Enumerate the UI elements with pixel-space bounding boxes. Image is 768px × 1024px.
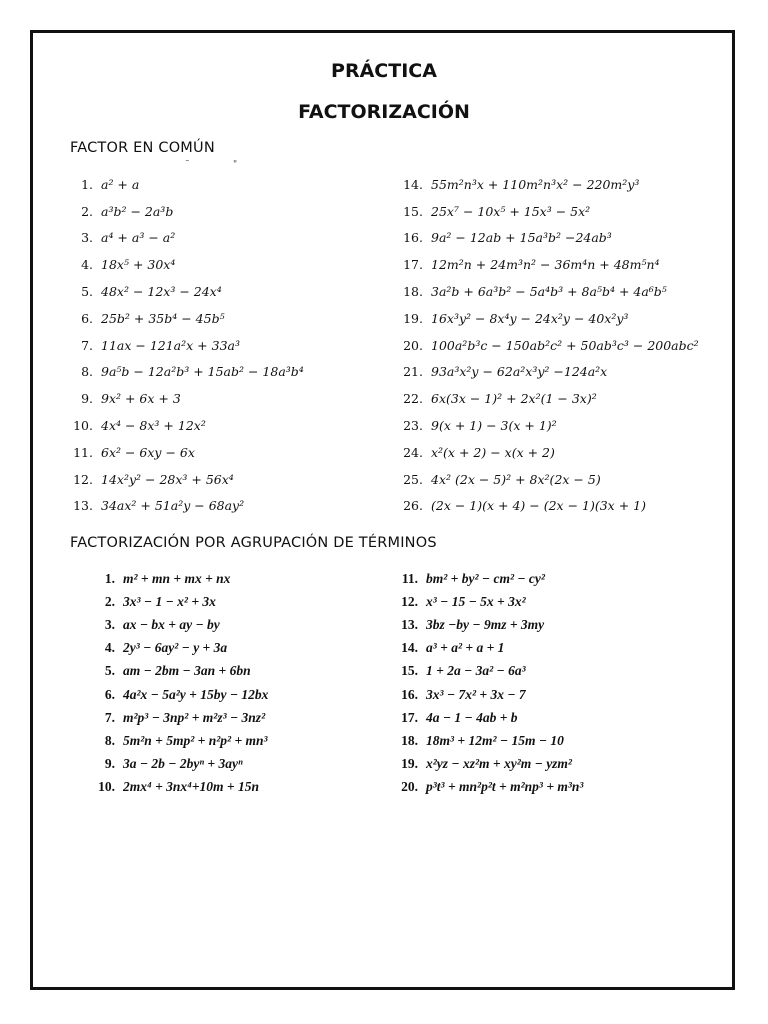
exercise-expression: 100a²b³c − 150ab²c² + 50ab³c³ − 200abc² [431,337,699,353]
exercise-number: 7. [81,337,93,353]
exercise-item [393,706,723,729]
exercise-item [70,493,400,520]
exercise-item [400,466,730,493]
exercise-number: 15. [403,203,423,219]
exercise-expression: bm² + by² − cm² − cy² [426,570,545,586]
exercise-expression: 4x⁴ − 8x³ + 12x² [101,418,206,434]
exercise-expression: 3a²b + 6a³b² − 5a⁴b³ + 8a⁵b⁴ + 4a⁶b⁵ [431,284,667,300]
exercise-expression: a⁴ + a³ − a² [101,230,176,246]
exercise-number: 12. [73,471,93,487]
exercise-expression: a³ + a² + a + 1 [426,640,505,656]
exercise-list-grouping-left [90,567,400,799]
exercise-item [90,567,400,590]
exercise-item [90,706,400,729]
exercise-number: 5. [104,663,115,679]
exercise-expression: 18m³ + 12m² − 15m − 10 [426,732,564,748]
exercise-number: 19. [401,756,418,772]
exercise-item [400,225,730,252]
exercise-item [70,466,400,493]
section-heading-grouping: FACTORIZACIÓN POR AGRUPACIÓN DE TÉRMINOS [70,535,437,551]
exercise-number: 16. [401,686,418,702]
exercise-number: 11. [73,444,93,460]
exercise-number: 2. [104,593,115,609]
exercise-item [90,613,400,636]
exercise-expression: 5m²n + 5mp² + n²p² + mn³ [123,732,268,748]
exercise-item [70,305,400,332]
exercise-item [70,198,400,225]
exercise-list-grouping-right [393,567,723,799]
exercise-number: 15. [401,663,418,679]
exercise-expression: 1 + 2a − 3a² − 6a³ [426,663,526,679]
exercise-number: 23. [403,418,423,434]
exercise-number: 20. [401,779,418,795]
decorative-tick: ˜ [185,160,190,170]
exercise-number: 26. [403,498,423,514]
exercise-number: 17. [403,257,423,273]
exercise-expression: (2x − 1)(x + 4) − (2x − 1)(3x + 1) [431,498,646,514]
exercise-expression: 18x⁵ + 30x⁴ [101,257,176,273]
exercise-number: 18. [403,284,423,300]
exercise-expression: ax − bx + ay − by [123,616,220,632]
exercise-item [70,359,400,386]
exercise-item [400,493,730,520]
exercise-item [393,637,723,660]
exercise-expression: 25x⁷ − 10x⁵ + 15x³ − 5x² [431,203,591,219]
exercise-expression: 4a²x − 5a²y + 15by − 12bx [123,686,269,702]
exercise-number: 11. [401,570,418,586]
exercise-item [90,660,400,683]
exercise-item [70,278,400,305]
exercise-expression: 9x² + 6x + 3 [101,391,181,407]
decorative-tick: " [233,160,238,170]
exercise-number: 1. [81,176,93,192]
exercise-number: 19. [403,310,423,326]
section-heading-common-factor: FACTOR EN COMÚN [70,140,215,156]
exercise-number: 13. [401,616,418,632]
exercise-number: 3. [104,616,115,632]
exercise-number: 10. [73,418,93,434]
exercise-number: 25. [403,471,423,487]
exercise-expression: 48x² − 12x³ − 24x⁴ [101,284,222,300]
exercise-item [400,305,730,332]
exercise-item [400,198,730,225]
exercise-expression: 14x²y² − 28x³ + 56x⁴ [101,471,234,487]
exercise-number: 14. [401,640,418,656]
exercise-expression: a² + a [101,176,140,192]
exercise-expression: 3x³ − 1 − x² + 3x [123,593,216,609]
exercise-item [393,729,723,752]
exercise-expression: x²(x + 2) − x(x + 2) [431,444,555,460]
exercise-expression: 25b² + 35b⁴ − 45b⁵ [101,310,225,326]
exercise-number: 22. [403,391,423,407]
exercise-expression: 4a − 1 − 4ab + b [426,709,518,725]
exercise-item [400,439,730,466]
exercise-expression: 55m²n³x + 110m²n³x² − 220m²y³ [431,176,640,192]
exercise-expression: 4x² (2x − 5)² + 8x²(2x − 5) [431,471,601,487]
exercise-expression: 9a² − 12ab + 15a³b² −24ab³ [431,230,612,246]
exercise-expression: 9(x + 1) − 3(x + 1)² [431,418,557,434]
exercise-expression: 34ax² + 51a²y − 68ay² [101,498,245,514]
exercise-number: 18. [401,732,418,748]
exercise-number: 3. [81,230,93,246]
exercise-number: 9. [104,756,115,772]
exercise-item [90,776,400,799]
exercise-item [393,590,723,613]
exercise-number: 4. [104,640,115,656]
exercise-item [90,683,400,706]
exercise-expression: m² + mn + mx + nx [123,570,231,586]
exercise-item [90,637,400,660]
exercise-item [70,332,400,359]
exercise-expression: 12m²n + 24m³n² − 36m⁴n + 48m⁵n⁴ [431,257,660,273]
exercise-number: 21. [403,364,423,380]
exercise-item [400,251,730,278]
exercise-item [400,278,730,305]
exercise-number: 10. [98,779,115,795]
exercise-expression: 2y³ − 6ay² − y + 3a [123,640,228,656]
exercise-expression: 9a⁵b − 12a²b³ + 15ab² − 18a³b⁴ [101,364,304,380]
exercise-item [400,171,730,198]
exercise-number: 1. [104,570,115,586]
exercise-expression: am − 2bm − 3an + 6bn [123,663,251,679]
exercise-item [70,171,400,198]
exercise-expression: 16x³y² − 8x⁴y − 24x²y − 40x²y³ [431,310,629,326]
exercise-item [400,412,730,439]
exercise-number: 24. [403,444,423,460]
exercise-expression: 3bz −by − 9mz + 3my [426,616,545,632]
exercise-expression: p³t³ + mn²p²t + m²np³ + m³n³ [426,779,584,795]
exercise-item [393,776,723,799]
exercise-number: 14. [403,176,423,192]
exercise-item [70,251,400,278]
exercise-item [393,567,723,590]
exercise-number: 7. [104,709,115,725]
exercise-item [400,359,730,386]
exercise-expression: 93a³x²y − 62a²x³y² −124a²x [431,364,608,380]
exercise-number: 9. [81,391,93,407]
exercise-number: 8. [104,732,115,748]
exercise-expression: 2mx⁴ + 3nx⁴+10m + 15n [123,779,259,795]
exercise-expression: 6x(3x − 1)² + 2x²(1 − 3x)² [431,391,597,407]
exercise-number: 16. [403,230,423,246]
exercise-list-common-factor-right [400,171,730,519]
exercise-number: 4. [81,257,93,273]
exercise-expression: x³ − 15 − 5x + 3x² [426,593,526,609]
exercise-item [393,753,723,776]
exercise-expression: a³b² − 2a³b [101,203,174,219]
exercise-item [400,385,730,412]
exercise-number: 5. [81,284,93,300]
exercise-expression: 11ax − 121a²x + 33a³ [101,337,240,353]
exercise-number: 12. [401,593,418,609]
exercise-item [393,660,723,683]
exercise-expression: 3x³ − 7x² + 3x − 7 [426,686,526,702]
exercise-item [70,439,400,466]
exercise-expression: 6x² − 6xy − 6x [101,444,195,460]
exercise-item [393,683,723,706]
exercise-item [70,412,400,439]
exercise-number: 6. [81,310,93,326]
exercise-item [70,225,400,252]
exercise-number: 20. [403,337,423,353]
exercise-item [90,753,400,776]
exercise-number: 17. [401,709,418,725]
exercise-item [70,385,400,412]
exercise-item [393,613,723,636]
exercise-item [90,590,400,613]
exercise-list-common-factor-left [70,171,400,519]
exercise-number: 6. [104,686,115,702]
exercise-item [400,332,730,359]
exercise-expression: x²yz − xz²m + xy²m − yzm² [426,756,572,772]
exercise-expression: m²p³ − 3np² + m²z³ − 3nz² [123,709,266,725]
exercise-number: 8. [81,364,93,380]
exercise-number: 2. [81,203,93,219]
exercise-expression: 3a − 2b − 2byⁿ + 3ayⁿ [123,756,243,772]
exercise-number: 13. [73,498,93,514]
page-subtitle: FACTORIZACIÓN [298,101,470,123]
page-title: PRÁCTICA [331,60,437,82]
exercise-item [90,729,400,752]
